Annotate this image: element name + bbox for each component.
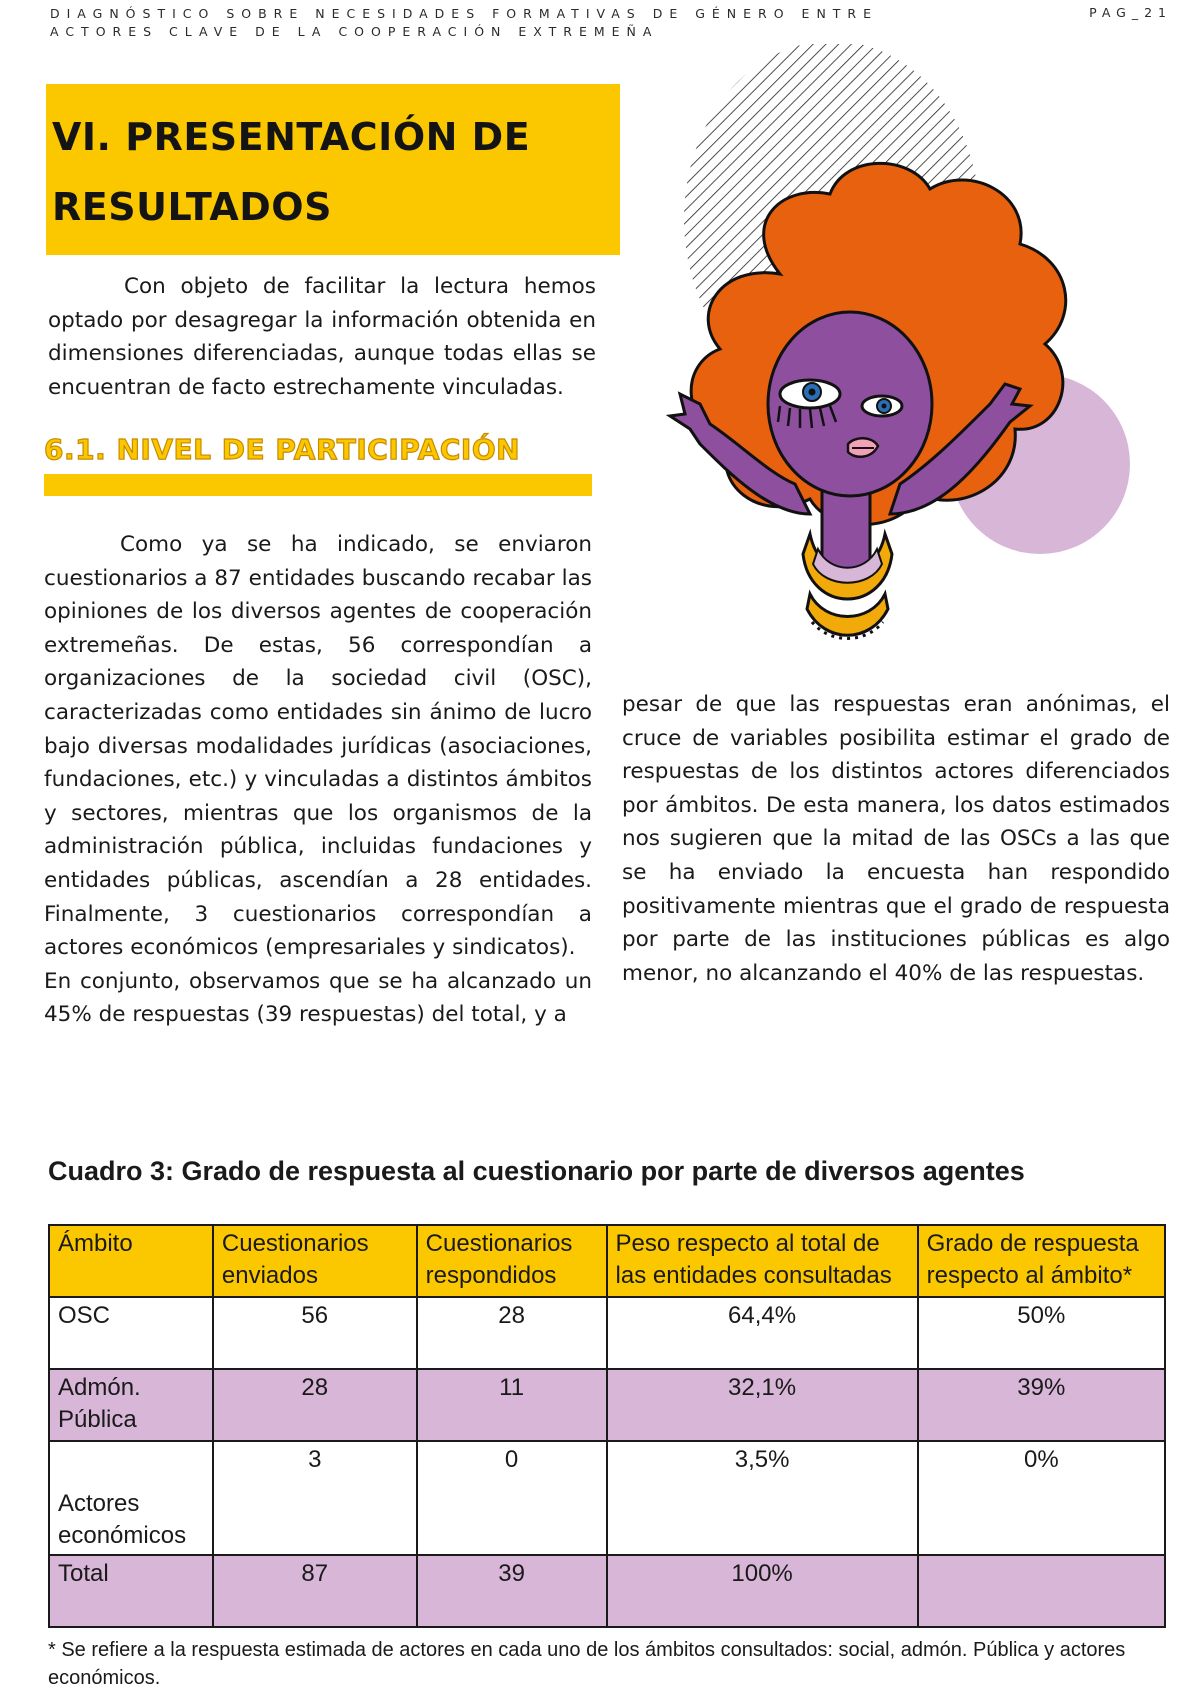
table-cell: 50% [918,1297,1165,1369]
response-rate-table [48,1224,1166,1628]
subsection-underline-bar [44,474,592,496]
table-row [49,1297,1165,1369]
subsection-title: 6.1. NIVEL DE PARTICIPACIÓN [44,433,521,466]
table-cell [918,1555,1165,1627]
page-number: PAG_21 [1089,5,1172,20]
header-cell: Cuestionarios enviados [213,1225,417,1297]
table-cell: 32,1% [607,1369,918,1441]
table-cell: 64,4% [607,1297,918,1369]
table-cell: 39 [417,1555,607,1627]
table-cell: 0% [918,1441,1165,1555]
header-cell: Ámbito [49,1225,213,1297]
table-footnote: * Se refiere a la respuesta estimada de actores en cada uno de los ámbitos consultados: social, admón. Pública y actores económicos. [48,1639,1126,1689]
table-row [49,1555,1165,1627]
right-column-paragraph: pesar de que las respuestas eran anónimas, el cruce de variables posibilita estimar el grado de respuestas de los distintos actores diferenciados por ámbitos. De esta manera, los datos estimados nos sugieren que la mitad de las OSCs a las que se ha enviado la encuesta han respondido positivamente mientras que el grado de respuesta por parte de las instituciones públicas es algo menor, no alcanzando el 40% de las respuestas. [622,692,1170,986]
table-row [49,1441,1165,1555]
table-cell: 56 [213,1297,417,1369]
table-caption: Cuadro 3: Grado de respuesta al cuestionario por parte de diversos agentes [48,1156,1025,1186]
participation-paragraph: Como ya se ha indicado, se enviaron cuestionarios a 87 entidades buscando recabar las opiniones de los diversos agentes de cooperación extremeñas. De estas, 56 correspondían a organizaciones de la sociedad civil (OSC), caracterizadas como entidades sin ánimo de lucro bajo diversas modalidades jurídicas (asociaciones, fundaciones, etc.) y vinculadas a distintos ámbitos y sectores, mientras que los organismos de la administración pública, incluidas fundaciones y entidades públicas, ascendían a 28 entidades. Finalmente, 3 cuestionarios correspondían a actores económicos (empresariales y sindicatos). [44,532,592,961]
table-cell: 39% [918,1369,1165,1441]
woman-with-afro-illustration [660,44,1140,684]
table-cell: Admón. Pública [49,1369,213,1441]
table-cell: 87 [213,1555,417,1627]
table-cell: 3 [213,1441,417,1555]
table-cell: OSC [49,1297,213,1369]
left-column [44,528,592,1032]
table-cell: 100% [607,1555,918,1627]
table-cell: 0 [417,1441,607,1555]
table-cell: Total [49,1555,213,1627]
participation-paragraph-continued: En conjunto, observamos que se ha alcanzado un 45% de respuestas (39 respuestas) del total, y a [44,968,592,1028]
section-title: VI. PRESENTACIÓN DE RESULTADOS [52,115,531,229]
table-cell: Actores económicos [49,1441,213,1555]
table-cell: 3,5% [607,1441,918,1555]
table-row [49,1369,1165,1441]
intro-paragraph: Con objeto de facilitar la lectura hemos optado por desagregar la información obtenida en dimensiones diferenciadas, aunque todas ellas se encuentran de facto estrechamente vinculadas. [48,274,596,400]
table-cell: 28 [213,1369,417,1441]
running-header: DIAGNÓSTICO SOBRE NECESIDADES FORMATIVAS DE GÉNERO ENTRE ACTORES CLAVE DE LA COOPERACIÓN EXTREMEÑA [50,6,879,39]
header-cell: Peso respecto al total de las entidades consultadas [607,1225,918,1297]
header-cell: Cuestionarios respondidos [417,1225,607,1297]
table-header-row [49,1225,1165,1297]
table-cell: 28 [417,1297,607,1369]
header-cell: Grado de respuesta respecto al ámbito* [918,1225,1165,1297]
table-cell: 11 [417,1369,607,1441]
